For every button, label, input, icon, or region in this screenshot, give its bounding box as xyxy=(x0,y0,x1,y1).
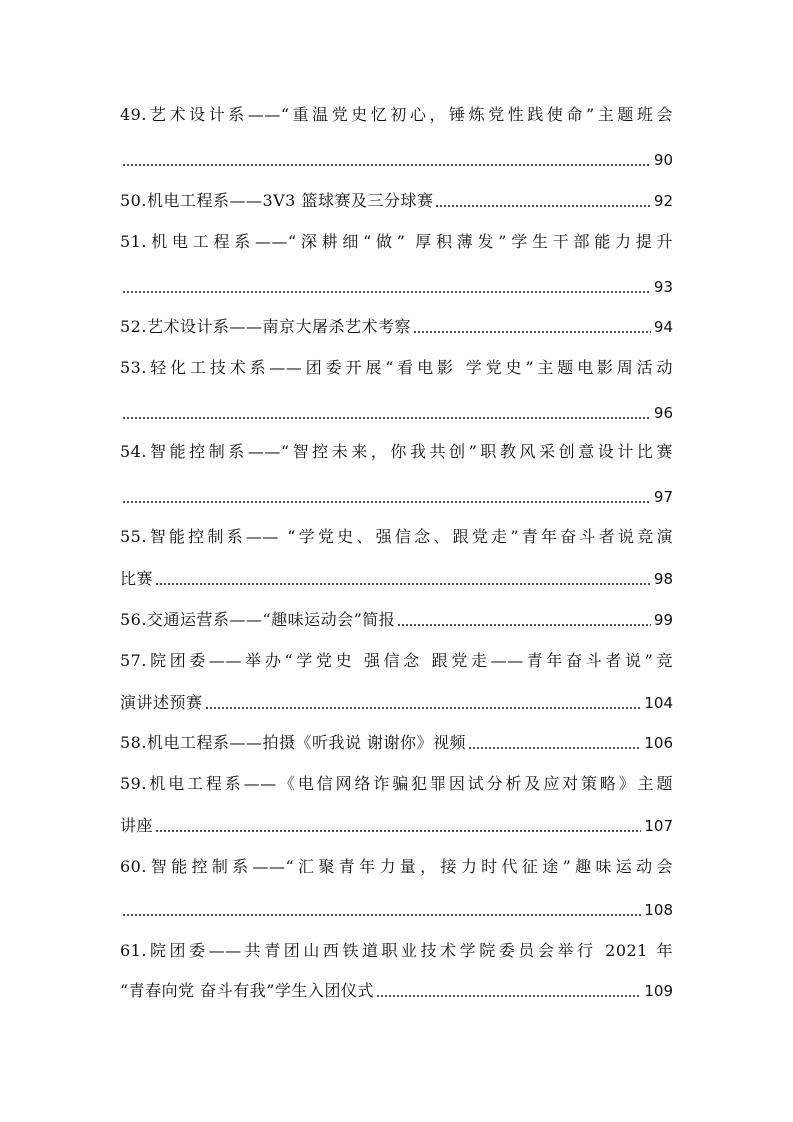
toc-page-number: 98 xyxy=(653,570,673,588)
leader-dots xyxy=(122,913,641,917)
toc-page-number: 109 xyxy=(644,982,673,1000)
toc-entry-56 xyxy=(120,609,673,631)
toc-page-number: 99 xyxy=(653,611,673,629)
toc-entry-51-line2 xyxy=(120,276,673,298)
toc-entry-title: 57.院团委——举办“学党史 强信念 跟党走——青年奋斗者说”竞 xyxy=(120,651,673,670)
leader-dots xyxy=(155,582,651,586)
toc-entry-60-line2 xyxy=(120,899,673,921)
toc-entry-title: 61.院团委——共青团山西铁道职业技术学院委员会举行 2021 年 xyxy=(120,941,673,960)
toc-entry-57-line2 xyxy=(120,692,673,714)
toc-entry-50 xyxy=(120,190,673,212)
toc-page-number: 107 xyxy=(644,817,673,835)
toc-entry-55-line2 xyxy=(120,568,673,590)
leader-dots xyxy=(435,204,650,208)
toc-entry-title: 讲座 xyxy=(120,816,154,835)
toc-entry-title: 51.机电工程系——“深耕细“做” 厚积薄发”学生干部能力提升 xyxy=(120,232,673,251)
leader-dots xyxy=(122,416,651,420)
toc-entry-61-line1 xyxy=(120,940,673,962)
toc-entry-60-line1 xyxy=(120,856,673,878)
leader-dots xyxy=(397,623,651,627)
toc-entry-55-line1 xyxy=(120,526,673,548)
toc-entry-52 xyxy=(120,316,673,338)
toc-entry-title: 比赛 xyxy=(120,569,154,588)
toc-page-number: 93 xyxy=(653,278,673,296)
toc-page-number: 96 xyxy=(653,404,673,422)
toc-entry-53-line2 xyxy=(120,402,673,424)
toc-entry-title: 演讲述预赛 xyxy=(120,693,203,712)
toc-entry-49-line1 xyxy=(120,104,673,126)
leader-dots xyxy=(413,330,651,334)
toc-entry-57-line1 xyxy=(120,650,673,672)
toc-page-number: 90 xyxy=(653,151,673,169)
toc-entry-54-line2 xyxy=(120,486,673,508)
leader-dots xyxy=(376,994,641,998)
toc-entry-title: 53.轻化工技术系——团委开展“看电影 学党史”主题电影周活动 xyxy=(120,358,673,377)
leader-dots xyxy=(122,163,651,167)
toc-entry-53-line1 xyxy=(120,357,673,379)
toc-entry-51-line1 xyxy=(120,231,673,253)
toc-entry-title: 60.智能控制系——“汇聚青年力量，接力时代征途”趣味运动会 xyxy=(120,857,673,876)
leader-dots xyxy=(468,746,641,750)
toc-entry-title: “青春向党 奋斗有我”学生入团仪式 xyxy=(120,981,374,1000)
toc-entry-54-line1 xyxy=(120,441,673,463)
toc-entry-49-line2 xyxy=(120,149,673,171)
toc-page-number: 108 xyxy=(644,901,673,919)
toc-page-number: 94 xyxy=(653,318,673,336)
toc-page-number: 97 xyxy=(653,488,673,506)
toc-entry-59-line2 xyxy=(120,815,673,837)
toc-entry-58 xyxy=(120,732,673,754)
toc-entry-title: 56.交通运营系——“趣味运动会”简报 xyxy=(120,610,396,629)
toc-entry-59-line1 xyxy=(120,773,673,795)
leader-dots xyxy=(122,290,651,294)
toc-entry-title: 59.机电工程系——《电信网络诈骗犯罪因试分析及应对策略》主题 xyxy=(120,774,673,793)
leader-dots xyxy=(122,500,651,504)
toc-entry-title: 54.智能控制系——“智控未来，你我共创”职教风采创意设计比赛 xyxy=(120,442,673,461)
toc-entry-61-line2 xyxy=(120,980,673,1002)
leader-dots xyxy=(155,829,641,833)
toc-entry-title: 55.智能控制系—— “学党史、强信念、跟党走”青年奋斗者说竞演 xyxy=(120,527,673,546)
toc-page-number: 92 xyxy=(653,192,673,210)
toc-entry-title: 58.机电工程系——拍摄《听我说 谢谢你》视频 xyxy=(120,733,467,752)
toc-page-number: 104 xyxy=(644,694,673,712)
toc-entry-title: 50.机电工程系——3V3 篮球赛及三分球赛 xyxy=(120,191,434,210)
toc-entry-title: 52.艺术设计系——南京大屠杀艺术考察 xyxy=(120,317,411,336)
toc-entry-title: 49.艺术设计系——“重温党史忆初心，锤炼党性践使命”主题班会 xyxy=(120,105,673,124)
leader-dots xyxy=(205,706,642,710)
toc-page-number: 106 xyxy=(644,734,673,752)
